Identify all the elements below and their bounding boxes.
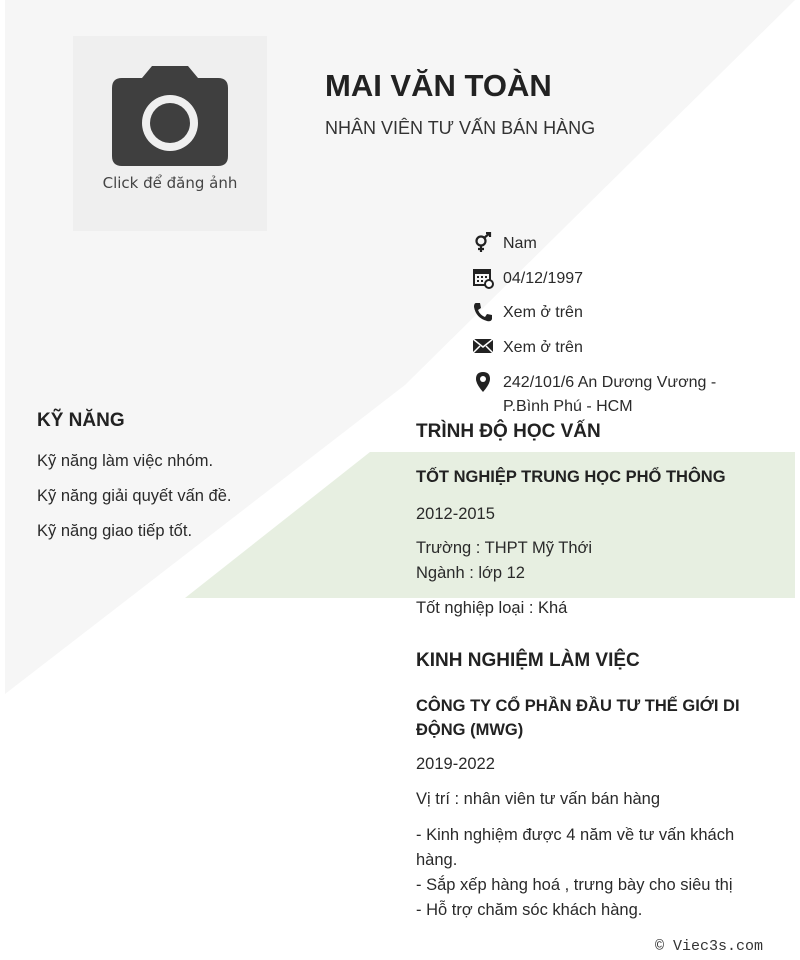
phone-icon bbox=[472, 301, 494, 323]
address-text: 242/101/6 An Dương Vương - P.Bình Phú - HCM bbox=[503, 374, 717, 415]
skill-item: Kỹ năng giao tiếp tốt. bbox=[37, 522, 193, 540]
copyright: © Viec3s.com bbox=[654, 938, 763, 955]
camera-icon bbox=[112, 64, 228, 166]
email-text: Xem ở trên bbox=[503, 339, 583, 356]
candidate-position: NHÂN VIÊN TƯ VẤN BÁN HÀNG bbox=[325, 118, 596, 138]
experience-period: 2019-2022 bbox=[416, 755, 495, 773]
education-grade: Tốt nghiệp loại : Khá bbox=[416, 599, 568, 617]
education-degree: TỐT NGHIỆP TRUNG HỌC PHỔ THÔNG bbox=[416, 468, 726, 486]
duty-item: - Sắp xếp hàng hoá , trưng bày cho siêu thị bbox=[416, 876, 733, 894]
photo-caption: Click để đăng ảnh bbox=[102, 174, 238, 192]
experience-role: Vị trí : nhân viên tư vấn bán hàng bbox=[416, 790, 661, 808]
experience-company: CÔNG TY CỔ PHẦN ĐẦU TƯ THẾ GIỚI DI ĐỘNG (MWG) bbox=[416, 697, 740, 739]
phone-text: Xem ở trên bbox=[503, 304, 583, 321]
education-heading: TRÌNH ĐỘ HỌC VẤN bbox=[416, 421, 601, 442]
duty-item: - Kinh nghiệm được 4 năm về tư vấn khách hàng. bbox=[416, 826, 735, 869]
location-icon bbox=[472, 371, 494, 393]
photo-upload[interactable] bbox=[73, 36, 267, 231]
skill-item: Kỹ năng giải quyết vấn đề. bbox=[37, 487, 232, 505]
education-school: Trường : THPT Mỹ Thới bbox=[416, 539, 593, 557]
skills-heading: KỸ NĂNG bbox=[37, 410, 125, 431]
candidate-name: MAI VĂN TOÀN bbox=[325, 68, 552, 103]
education-major: Ngành : lớp 12 bbox=[416, 564, 525, 582]
birthdate-text: 04/12/1997 bbox=[503, 270, 584, 287]
gender-text: Nam bbox=[503, 235, 537, 252]
mail-icon bbox=[472, 336, 494, 358]
education-period: 2012-2015 bbox=[416, 505, 495, 523]
calendar-icon bbox=[472, 267, 494, 289]
gender-icon bbox=[472, 232, 494, 254]
experience-heading: KINH NGHIỆM LÀM VIỆC bbox=[416, 650, 640, 671]
skill-item: Kỹ năng làm việc nhóm. bbox=[37, 452, 214, 470]
experience-duties bbox=[416, 823, 761, 923]
duty-item: - Hỗ trợ chăm sóc khách hàng. bbox=[416, 901, 643, 919]
